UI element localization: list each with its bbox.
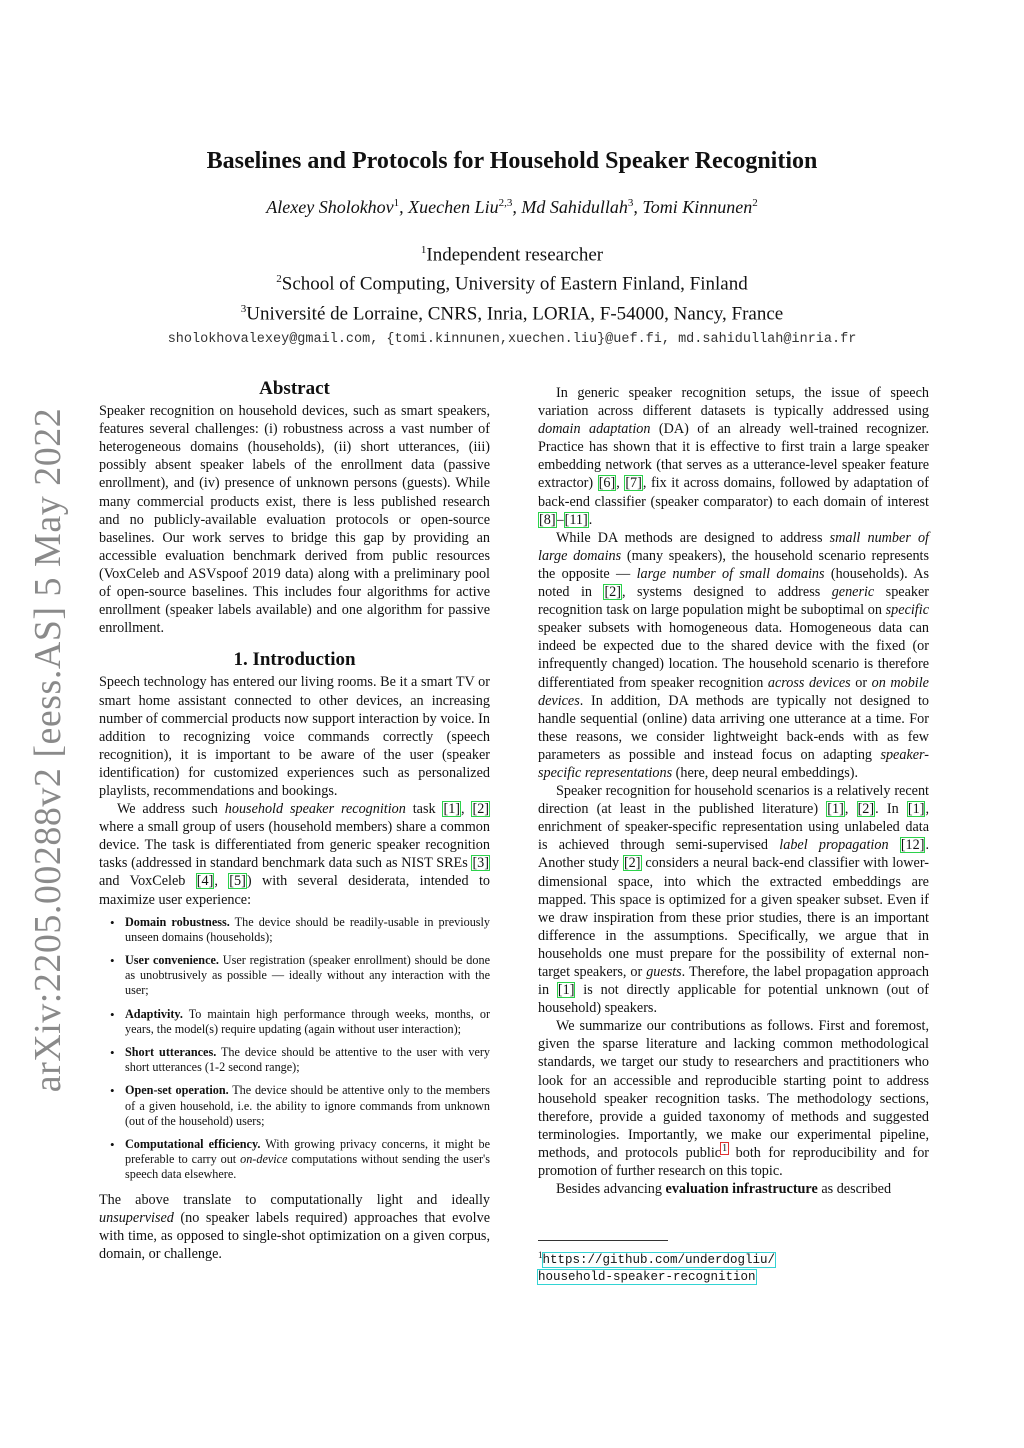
text-emphasis: specific — [885, 602, 929, 619]
list-item — [125, 1007, 490, 1037]
footnote-number: 1 — [538, 1250, 543, 1260]
paper-title: Baselines and Protocols for Household Speaker Recognition — [206, 148, 818, 174]
arxiv-stamp-text: arXiv:2205.00288v2 [eess.AS] 5 May 2022 — [27, 407, 69, 1093]
text-run: or — [850, 674, 872, 691]
footnote-url-link[interactable]: household-speaker-recognition — [538, 1270, 756, 1285]
text-run: (no speaker labels required) approaches that evolve with time, as opposed to single-shot optimization on a given corpus, domain, or challenge. — [99, 1209, 490, 1262]
affiliation — [0, 297, 1024, 326]
text-run: where a small group of users (household members) share a common device. The task is differentiated from generic speaker recognition tasks (addressed in standard benchmark data such as NIST SREs — [99, 819, 490, 872]
bullet-heading: Domain robustness. — [125, 914, 230, 929]
bullet-text: computations without sending the user's speech data elsewhere. — [125, 1152, 490, 1182]
right-paragraph-4 — [538, 1017, 929, 1180]
intro-heading: 1. Introduction — [233, 649, 356, 671]
citation-link[interactable]: [1] — [907, 801, 925, 818]
abstract-text: Speaker recognition on household devices, such as smart speakers, features several challenges: (i) robustness across a vast number of heterogeneous domains (households), (ii) short utterances, (iii) possibly absent speaker labels of the enrollment data (passive enrollment), and (iv) presence of unknown persons (guests). While many commercial products exist, there is less published research and no publicly-available evaluation protocols or open-source baselines. Our work serves to bridge this gap by providing an accessible evaluation benchmark derived from public resources (VoxCeleb and ASVspoof 2019 data) along with a preliminary pool of open-source baselines. This includes four algorithms for active enrollment (speaker labels available) and one algorithm for passive enrollment. — [99, 403, 490, 637]
text-run: , — [214, 873, 229, 890]
list-item — [125, 1045, 490, 1075]
citation-link[interactable]: [8] — [539, 511, 556, 528]
citation-link[interactable]: [6] — [598, 475, 616, 492]
text-run: task — [405, 801, 443, 818]
text-run: ) with several desiderata, intended to maximize user experience: — [99, 873, 490, 908]
text-run: , — [844, 801, 857, 818]
citation-link[interactable]: [11] — [564, 511, 588, 528]
text-run — [889, 837, 900, 853]
right-paragraph-2 — [538, 529, 929, 782]
text-run: , systems designed to address — [621, 584, 832, 601]
author-name: Alexey Sholokhov — [266, 197, 394, 217]
text-run: We summarize our contributions as follows. First and foremost, given the sparse literature and lacking common methodological standards, we target our study to researchers and practitioners who look for an accessible and reproducible starting point to address household speaker recognition tasks. The methodology sections, therefore, provide a guided taxonomy of methods and suggested terminologies. Importantly, we make our experimental pipeline, methods, and protocols public — [538, 1018, 929, 1161]
abstract-heading: Abstract — [259, 378, 330, 399]
text-run: The above translate to computationally light and ideally — [99, 1191, 490, 1208]
affiliation — [0, 238, 1024, 267]
text-run: (many speakers), the household scenario represents the opposite — — [538, 547, 930, 582]
text-emphasis: unsupervised — [99, 1209, 174, 1226]
author-affil: 2 — [752, 197, 758, 209]
bullet-text: User registration (speaker enrollment) should be done as unobtrusively as possible — ideally without any interaction with the user; — [125, 953, 490, 998]
author-affil: 1 — [393, 197, 400, 209]
text-run: , fix it across domains, followed by adaptation of back-end classifier (speaker comparator) to each domain of interest — [538, 475, 929, 510]
text-run: speaker recognition task on large population might be suboptimal on — [538, 584, 929, 619]
text-run: – — [556, 511, 564, 528]
text-emphasis: on mobile devices — [538, 674, 929, 709]
text-run: (DA) of an already well-trained recognizer. Practice has shown that it is effective to first train a large speaker embedding network (that serves as a utterance-level speaker feature extractor) — [538, 421, 930, 492]
text-run: In generic speaker recognition setups, the issue of speech variation across different datasets is typically addressed using — [538, 385, 929, 420]
bullet-heading: Short utterances. — [125, 1045, 217, 1060]
text-emphasis: domain adaptation — [538, 421, 651, 438]
author-emails: sholokhovalexey@gmail.com, {tomi.kinnunen,xuechen.liu}@uef.fi, md.sahidullah@inria.fr — [167, 331, 857, 347]
desiderata-list — [99, 915, 490, 1183]
text-run: , enrichment of speaker-specific representation using unlabeled data is achieved through semi-supervised — [538, 801, 929, 854]
right-paragraph-1 — [538, 384, 929, 529]
bullet-heading: Computational efficiency. — [125, 1137, 261, 1152]
text-run: is not directly applicable for potential unknown (out of household) speakers. — [538, 982, 929, 1017]
text-run: We address such — [117, 801, 225, 818]
affil-number: 3 — [240, 302, 247, 315]
text-emphasis: across devices — [767, 674, 851, 691]
footnote-url — [538, 1247, 938, 1286]
author-affil: 2,3 — [498, 197, 513, 209]
text-run: , — [461, 801, 472, 818]
text-run: as described — [817, 1181, 892, 1198]
citation-link[interactable]: [1] — [827, 801, 844, 818]
intro-paragraph-2 — [99, 800, 490, 909]
affiliation — [0, 267, 1024, 296]
text-run: , — [616, 475, 625, 492]
arxiv-stamp — [18, 407, 78, 1093]
text-run: . Another study — [538, 837, 929, 872]
list-item — [125, 953, 490, 999]
bullet-text: The device should be readily-usable in previously unseen domains (households); — [125, 914, 491, 944]
citation-link[interactable]: [4] — [196, 873, 214, 890]
right-paragraph-5 — [538, 1180, 929, 1198]
text-emphasis: guests — [646, 964, 682, 980]
text-emphasis: label propagation — [779, 837, 889, 854]
intro-paragraph-1: Speech technology has entered our living rooms. Be it a smart TV or smart home assistant connected to other devices, an increasing number of commercial products now support interaction by voice. In addition to recognizing voice commands correctly (speech recognition), it is important to be aware of the user (speaker identification) for customized experiences such as personalized playlists, recommendations and bookings. — [99, 674, 490, 799]
bullet-text: With growing privacy concerns, it might be preferable to carry out — [125, 1137, 490, 1167]
citation-link[interactable]: [1] — [443, 801, 461, 818]
text-run: . — [588, 511, 593, 528]
right-paragraph-3 — [538, 782, 929, 1017]
bullet-heading: Adaptivity. — [125, 1006, 183, 1021]
text-run: speaker subsets with homogeneous data. Homogeneous data can indeed be expected due to the shared device with the fixed (or infrequently changed) location. The household scenario is therefore differentiated from speaker recognition — [538, 620, 929, 691]
affil-text: School of Computing, University of Eastern Finland, Finland — [281, 273, 748, 295]
text-bold: evaluation infrastructure — [665, 1181, 818, 1198]
text-emphasis: large number of small domains — [636, 565, 825, 582]
text-emphasis: on-device — [240, 1152, 288, 1167]
right-column — [538, 384, 929, 1198]
author-name: Tomi Kinnunen — [642, 197, 753, 217]
bullet-heading: User convenience. — [125, 953, 219, 968]
text-run: Besides advancing — [556, 1181, 666, 1198]
text-emphasis: generic — [831, 584, 875, 601]
text-run: both for reproducibility and for promotion of further research on this topic. — [538, 1144, 930, 1180]
text-emphasis: speaker-specific representations — [538, 746, 929, 781]
text-run: and VoxCeleb — [99, 873, 196, 890]
text-run: (households). As noted in — [538, 565, 929, 601]
text-run: Speaker recognition for household scenarios is a relatively recent direction (at least in the published literature) — [538, 783, 929, 818]
text-emphasis: household speaker recognition — [224, 801, 406, 818]
author-name: Xuechen Liu — [408, 197, 499, 217]
bullet-text: The device should be attentive only to the members of a given household, i.e. the ability to ignore commands from unknown (out of the household) users; — [125, 1083, 490, 1128]
footnote-rule — [538, 1240, 668, 1241]
citation-link[interactable]: [2] — [623, 855, 641, 872]
affiliation-list — [0, 238, 1024, 326]
citation-link[interactable]: [5] — [229, 873, 246, 890]
author-list: Alexey Sholokhov$^1$, Xuechen Liu$^{2,3}$, Md Sahidullah$^3$, Tomi Kinnunen$^2$ — [266, 197, 758, 217]
text-emphasis: small number of large domains — [538, 529, 929, 564]
author-affil: 3 — [627, 197, 634, 209]
affil-text: Université de Lorraine, CNRS, Inria, LORIA, F-54000, Nancy, France — [246, 302, 784, 324]
bullet-text: The device should be attentive to the user with very short utterances (1-2 second range); — [125, 1045, 491, 1075]
text-run: . Therefore, the label propagation approach in — [538, 964, 929, 999]
list-item — [125, 1137, 490, 1183]
paper-header — [0, 148, 1024, 347]
affil-number: 2 — [276, 273, 282, 286]
bullet-heading: Open-set operation. — [125, 1083, 229, 1098]
citation-link[interactable]: [3] — [472, 855, 489, 872]
footnote-link[interactable]: 1 — [722, 1143, 728, 1155]
footnote-url-link[interactable]: https://github.com/underdogliu/ — [542, 1253, 776, 1268]
intro-paragraph-3 — [99, 1191, 490, 1263]
citation-link[interactable]: [2] — [857, 801, 875, 818]
text-run: . In — [875, 801, 907, 818]
footnote — [538, 1240, 938, 1286]
affil-number: 1 — [420, 244, 427, 256]
citation-link[interactable]: [12] — [900, 837, 925, 854]
citation-link[interactable]: [1] — [557, 982, 575, 999]
left-column — [99, 380, 490, 1263]
citation-link[interactable]: [2] — [472, 801, 490, 818]
list-item — [125, 1083, 490, 1129]
list-item — [125, 915, 490, 945]
citation-link[interactable]: [7] — [625, 475, 642, 492]
author-name: Md Sahidullah — [521, 197, 628, 217]
text-run: considers a neural back-end classifier with lower-dimensional space, into which the extracted embeddings are mapped. This space is optimized for a given speaker subset. Even if we draw inspiration from these prior studies, there is an important difference in the assumptions. Specifically, we argue that in households one must prepare for the possibility of external non-target speakers, or — [538, 855, 929, 980]
citation-link[interactable]: [2] — [604, 584, 621, 601]
bullet-text: To maintain high performance through weeks, months, or years, the model(s) require updating (again without user interaction); — [125, 1006, 490, 1036]
text-run: (here, deep neural embeddings). — [672, 764, 859, 781]
text-run: . In addition, DA methods are typically not designed to handle sequential (online) data arriving one utterance at a time. For these reasons, we consider lightweight back-ends with as few parameters as possible and instead focus on adapting — [538, 692, 929, 763]
text-run: While DA methods are designed to address — [556, 529, 830, 546]
affil-text: Independent researcher — [426, 244, 604, 266]
